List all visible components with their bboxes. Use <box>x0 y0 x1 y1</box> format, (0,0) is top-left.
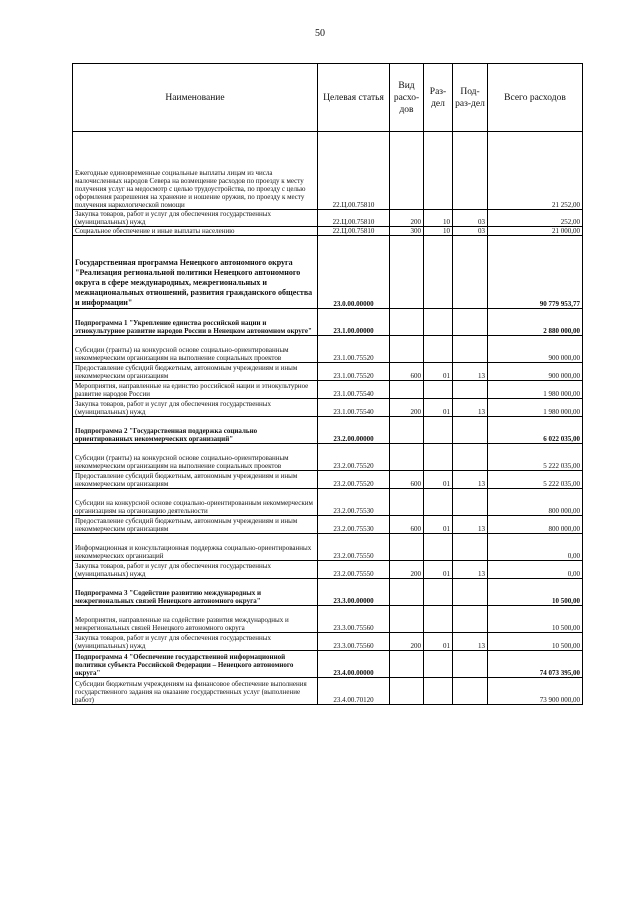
row-name: Субсидии бюджетным учреждениям на финансовое обеспечение выполнения государственного задания на оказание государственных услуг (выполнение работ) <box>73 678 318 705</box>
row-name: Субсидии (гранты) на конкурсной основе социально-ориентированным некоммерческим организациям на выполнение социальных проектов <box>73 444 318 471</box>
table-row <box>73 336 583 363</box>
row-kind <box>390 579 424 606</box>
row-target: 22.Ц.00.75810 <box>318 132 390 210</box>
row-name: Предоставление субсидий бюджетным, автономным учреждениям и иным некоммерческим организациям <box>73 363 318 381</box>
row-subsection <box>453 489 488 516</box>
row-kind <box>390 336 424 363</box>
row-kind: 200 <box>390 210 424 227</box>
table-row <box>73 399 583 417</box>
row-target: 23.2.00.75550 <box>318 561 390 579</box>
table-row <box>73 363 583 381</box>
row-section <box>424 606 453 633</box>
header-total: Всего расходов <box>488 64 583 132</box>
row-section <box>424 381 453 399</box>
row-subsection <box>453 132 488 210</box>
row-total: 1 980 000,00 <box>488 399 583 417</box>
row-target: 23.2.00.75520 <box>318 444 390 471</box>
row-total: 6 022 035,00 <box>488 417 583 444</box>
row-kind <box>390 534 424 561</box>
row-name: Подпрограмма 4 "Обеспечение государственной информационной политики субъекта Российской Федерации – Ненецкого автономного округа" <box>73 651 318 678</box>
row-subsection <box>453 651 488 678</box>
row-subsection: 03 <box>453 227 488 236</box>
table-body <box>73 132 583 705</box>
row-name: Подпрограмма 3 "Содействие развитию международных и межрегиональных связей Ненецкого автономного округа" <box>73 579 318 606</box>
row-target: 23.3.00.75560 <box>318 633 390 651</box>
row-section <box>424 444 453 471</box>
row-target: 23.2.00.75530 <box>318 516 390 534</box>
row-total: 5 222 035,00 <box>488 471 583 489</box>
row-name: Подпрограмма 1 "Укрепление единства российской нации и этнокультурное развитие народов России в Ненецком автономном округе" <box>73 309 318 336</box>
row-kind <box>390 417 424 444</box>
row-kind <box>390 606 424 633</box>
row-subsection <box>453 606 488 633</box>
row-kind: 200 <box>390 633 424 651</box>
table-row <box>73 561 583 579</box>
row-total: 0,00 <box>488 534 583 561</box>
table-row <box>73 579 583 606</box>
header-target: Целевая статья <box>318 64 390 132</box>
row-subsection: 13 <box>453 516 488 534</box>
table-row <box>73 444 583 471</box>
row-name: Предоставление субсидий бюджетным, автономным учреждениям и иным некоммерческим организациям <box>73 471 318 489</box>
row-section <box>424 132 453 210</box>
row-name: Закупка товаров, работ и услуг для обеспечения государственных (муниципальных) нужд <box>73 633 318 651</box>
row-subsection <box>453 417 488 444</box>
row-total: 10 500,00 <box>488 606 583 633</box>
table-row <box>73 489 583 516</box>
row-subsection <box>453 534 488 561</box>
table-row <box>73 227 583 236</box>
row-section <box>424 678 453 705</box>
row-target: 23.4.00.70120 <box>318 678 390 705</box>
row-name: Закупка товаров, работ и услуг для обеспечения государственных (муниципальных) нужд <box>73 210 318 227</box>
row-subsection <box>453 309 488 336</box>
row-subsection: 13 <box>453 633 488 651</box>
row-section: 01 <box>424 363 453 381</box>
row-section: 10 <box>424 210 453 227</box>
header-name: Наименование <box>73 64 318 132</box>
row-kind: 200 <box>390 399 424 417</box>
row-total: 900 000,00 <box>488 336 583 363</box>
row-total: 800 000,00 <box>488 489 583 516</box>
row-name: Ежегодные единовременные социальные выплаты лицам из числа малочисленных народов Севера на возмещение расходов по проезду к месту получения услуг на медосмотр с целью трудоустройства, по проезду с целью оформления разрешения на хранение и ношение оружия, по проезду к месту получения наркологической помощи <box>73 132 318 210</box>
table-row <box>73 606 583 633</box>
row-target: 23.2.00.75520 <box>318 471 390 489</box>
row-kind: 600 <box>390 516 424 534</box>
row-target: 23.2.00.75530 <box>318 489 390 516</box>
table-row <box>73 381 583 399</box>
row-subsection: 13 <box>453 363 488 381</box>
row-target: 23.1.00.00000 <box>318 309 390 336</box>
row-section <box>424 489 453 516</box>
header-kind: Вид расхо-дов <box>390 64 424 132</box>
row-total: 21 000,00 <box>488 227 583 236</box>
row-kind <box>390 489 424 516</box>
row-name: Закупка товаров, работ и услуг для обеспечения государственных (муниципальных) нужд <box>73 399 318 417</box>
row-kind <box>390 236 424 309</box>
row-name: Мероприятия, направленные на единство российской нации и этнокультурное развитие народов России <box>73 381 318 399</box>
row-target: 23.2.00.75550 <box>318 534 390 561</box>
row-kind <box>390 678 424 705</box>
row-target: 23.1.00.75540 <box>318 381 390 399</box>
row-kind <box>390 132 424 210</box>
row-total: 10 500,00 <box>488 633 583 651</box>
row-section <box>424 336 453 363</box>
row-total: 0,00 <box>488 561 583 579</box>
row-name: Государственная программа Ненецкого автономного округа "Реализация региональной политики Ненецкого автономного округа в сфере международных, межрегиональных и межнациональных отношений, развития гражданского общества и информации" <box>73 236 318 309</box>
row-subsection: 13 <box>453 471 488 489</box>
row-total: 2 880 000,00 <box>488 309 583 336</box>
row-subsection: 03 <box>453 210 488 227</box>
row-section <box>424 534 453 561</box>
row-total: 74 073 395,00 <box>488 651 583 678</box>
table-row <box>73 633 583 651</box>
row-section: 10 <box>424 227 453 236</box>
row-target: 23.1.00.75520 <box>318 363 390 381</box>
row-kind: 300 <box>390 227 424 236</box>
row-target: 23.2.00.00000 <box>318 417 390 444</box>
row-target: 23.4.00.00000 <box>318 651 390 678</box>
table-row <box>73 132 583 210</box>
row-total: 73 900 000,00 <box>488 678 583 705</box>
row-subsection <box>453 381 488 399</box>
header-subsection: Под-раз-дел <box>453 64 488 132</box>
row-name: Субсидии (гранты) на конкурсной основе социально-ориентированным некоммерческим организациям на выполнение социальных проектов <box>73 336 318 363</box>
row-subsection: 13 <box>453 399 488 417</box>
row-name: Информационная и консультационная поддержка социально-ориентированных некоммерческих организаций <box>73 534 318 561</box>
table-header-row <box>73 64 583 132</box>
row-section <box>424 417 453 444</box>
row-section <box>424 579 453 606</box>
row-name: Предоставление субсидий бюджетным, автономным учреждениям и иным некоммерческим организациям <box>73 516 318 534</box>
row-kind <box>390 381 424 399</box>
row-subsection <box>453 236 488 309</box>
page-number: 50 <box>315 28 325 39</box>
table-row <box>73 309 583 336</box>
row-total: 10 500,00 <box>488 579 583 606</box>
row-target: 23.3.00.75560 <box>318 606 390 633</box>
row-section: 01 <box>424 471 453 489</box>
row-total: 800 000,00 <box>488 516 583 534</box>
row-target: 23.1.00.75520 <box>318 336 390 363</box>
table-row <box>73 534 583 561</box>
row-name: Мероприятия, направленные на содействие развития международных и межрегиональных связей Ненецкого автономного округа <box>73 606 318 633</box>
row-target: 23.0.00.00000 <box>318 236 390 309</box>
row-total: 21 252,00 <box>488 132 583 210</box>
row-name: Закупка товаров, работ и услуг для обеспечения государственных (муниципальных) нужд <box>73 561 318 579</box>
row-section <box>424 651 453 678</box>
row-target: 23.1.00.75540 <box>318 399 390 417</box>
header-section: Раз-дел <box>424 64 453 132</box>
row-kind <box>390 444 424 471</box>
row-kind <box>390 309 424 336</box>
row-subsection <box>453 579 488 606</box>
table-row <box>73 417 583 444</box>
row-section <box>424 236 453 309</box>
table-row <box>73 516 583 534</box>
row-kind: 600 <box>390 363 424 381</box>
row-total: 5 222 035,00 <box>488 444 583 471</box>
budget-table <box>72 63 583 705</box>
row-kind <box>390 651 424 678</box>
row-name: Субсидии на конкурсной основе социально-ориентированным некоммерческим организациям на организацию деятельности <box>73 489 318 516</box>
row-subsection <box>453 444 488 471</box>
row-kind: 200 <box>390 561 424 579</box>
row-total: 1 980 000,00 <box>488 381 583 399</box>
table-row <box>73 678 583 705</box>
row-target: 22.Ц.00.75810 <box>318 210 390 227</box>
table-row <box>73 471 583 489</box>
table-row <box>73 210 583 227</box>
row-kind: 600 <box>390 471 424 489</box>
table-row <box>73 236 583 309</box>
row-name: Подпрограмма 2 "Государственная поддержка социально ориентированных некоммерческих организаций" <box>73 417 318 444</box>
row-total: 252,00 <box>488 210 583 227</box>
row-total: 900 000,00 <box>488 363 583 381</box>
row-section <box>424 309 453 336</box>
row-section: 01 <box>424 399 453 417</box>
row-section: 01 <box>424 516 453 534</box>
row-section: 01 <box>424 561 453 579</box>
row-section: 01 <box>424 633 453 651</box>
row-subsection <box>453 336 488 363</box>
row-subsection <box>453 678 488 705</box>
row-target: 22.Ц.00.75810 <box>318 227 390 236</box>
row-target: 23.3.00.00000 <box>318 579 390 606</box>
row-total: 90 779 953,77 <box>488 236 583 309</box>
row-name: Социальное обеспечение и иные выплаты населению <box>73 227 318 236</box>
table-row <box>73 651 583 678</box>
row-subsection: 13 <box>453 561 488 579</box>
